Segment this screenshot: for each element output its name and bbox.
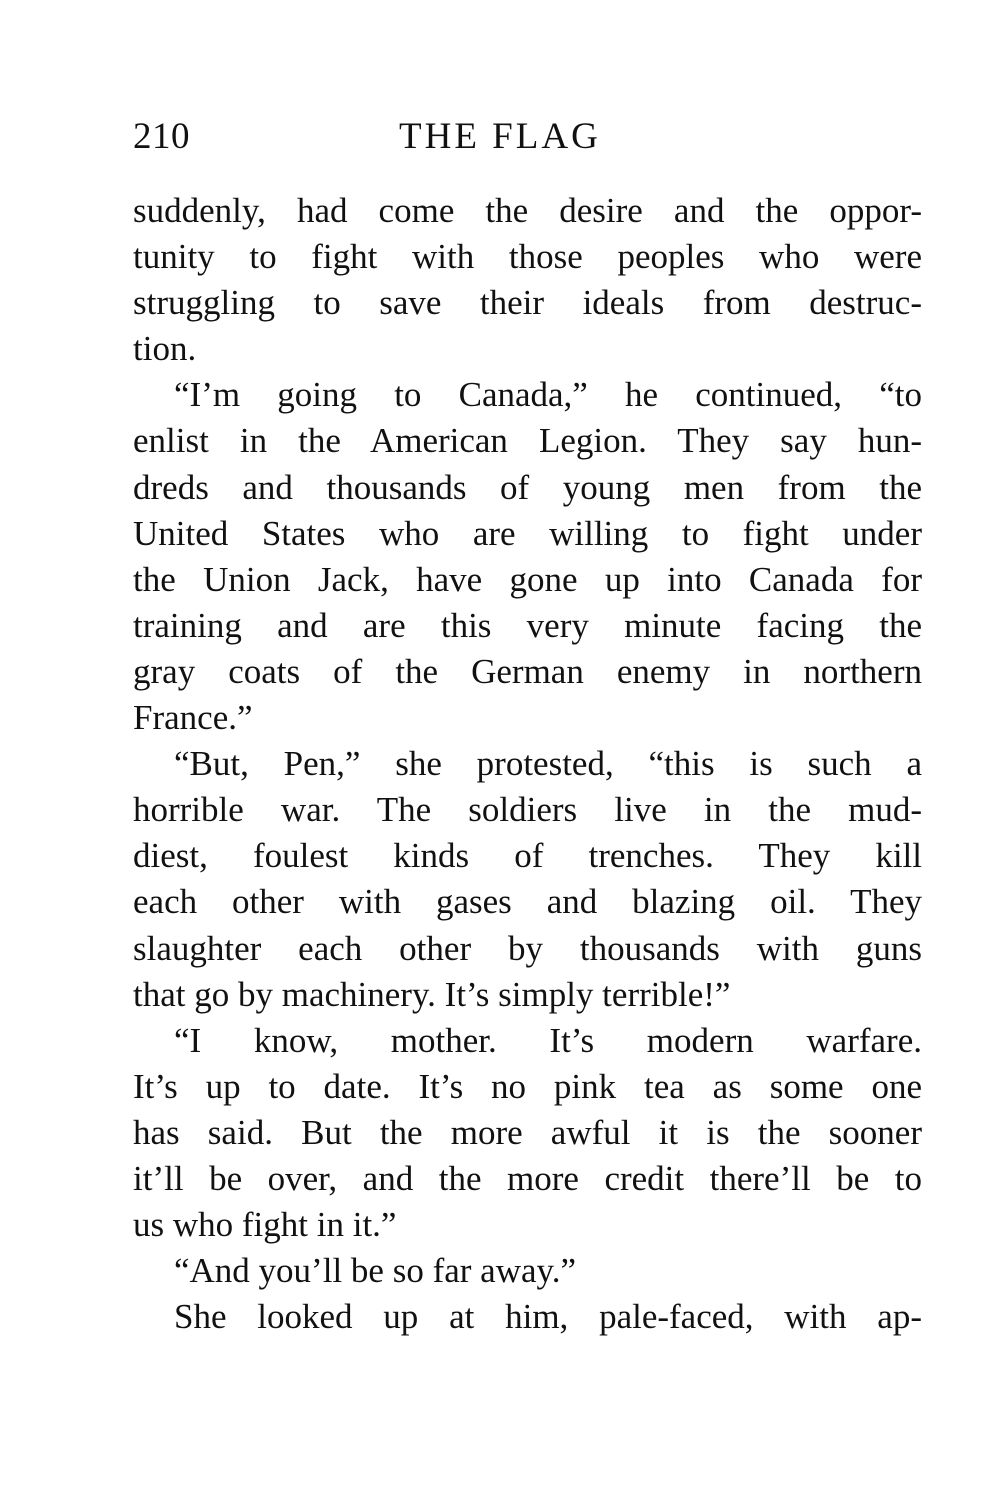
text-line: tion. — [133, 329, 197, 369]
page-number: 210 — [133, 116, 190, 157]
text-line: the Union Jack, have gone up into Canada for — [133, 559, 922, 599]
paragraph — [133, 372, 922, 741]
text-line: has said. But the more awful it is the sooner — [133, 1112, 922, 1152]
paragraph — [133, 188, 922, 372]
text-line: “I’m going to Canada,” he continued, “to — [174, 375, 922, 415]
text-line: training and are this very minute facing the — [133, 605, 922, 645]
paragraph — [133, 741, 922, 1018]
text-line: enlist in the American Legion. They say hun- — [133, 421, 922, 461]
running-head — [133, 112, 923, 162]
text-line: it’ll be over, and the more credit there’ll be to — [133, 1158, 922, 1198]
text-line: gray coats of the German enemy in northern — [133, 651, 922, 691]
running-title: THE FLAG — [399, 116, 601, 157]
text-line: struggling to save their ideals from destruc- — [133, 283, 922, 323]
text-line: us who fight in it.” — [133, 1205, 397, 1245]
text-line: horrible war. The soldiers live in the mud- — [133, 790, 922, 830]
text-line: “But, Pen,” she protested, “this is such a — [174, 744, 922, 784]
paragraph — [133, 1294, 922, 1340]
text-line: that go by machinery. It’s simply terrible!” — [133, 974, 731, 1014]
text-line: dreds and thousands of young men from the — [133, 467, 922, 507]
paragraph — [133, 1018, 922, 1248]
text-line: “I know, mother. It’s modern warfare. — [174, 1020, 922, 1060]
body-text — [133, 188, 922, 1340]
text-line: France.” — [133, 698, 253, 738]
text-line: slaughter each other by thousands with guns — [133, 928, 922, 968]
text-line: United States who are willing to fight under — [133, 513, 922, 553]
text-line: each other with gases and blazing oil. They — [133, 882, 922, 922]
text-line: She looked up at him, pale-faced, with ap- — [174, 1297, 922, 1337]
text-line: suddenly, had come the desire and the oppor- — [133, 191, 922, 230]
text-line: diest, foulest kinds of trenches. They kill — [133, 836, 922, 876]
text-line: It’s up to date. It’s no pink tea as some one — [133, 1066, 922, 1106]
text-line: “And you’ll be so far away.” — [174, 1251, 577, 1291]
paragraph — [133, 1248, 922, 1294]
text-line: tunity to fight with those peoples who were — [133, 237, 922, 277]
